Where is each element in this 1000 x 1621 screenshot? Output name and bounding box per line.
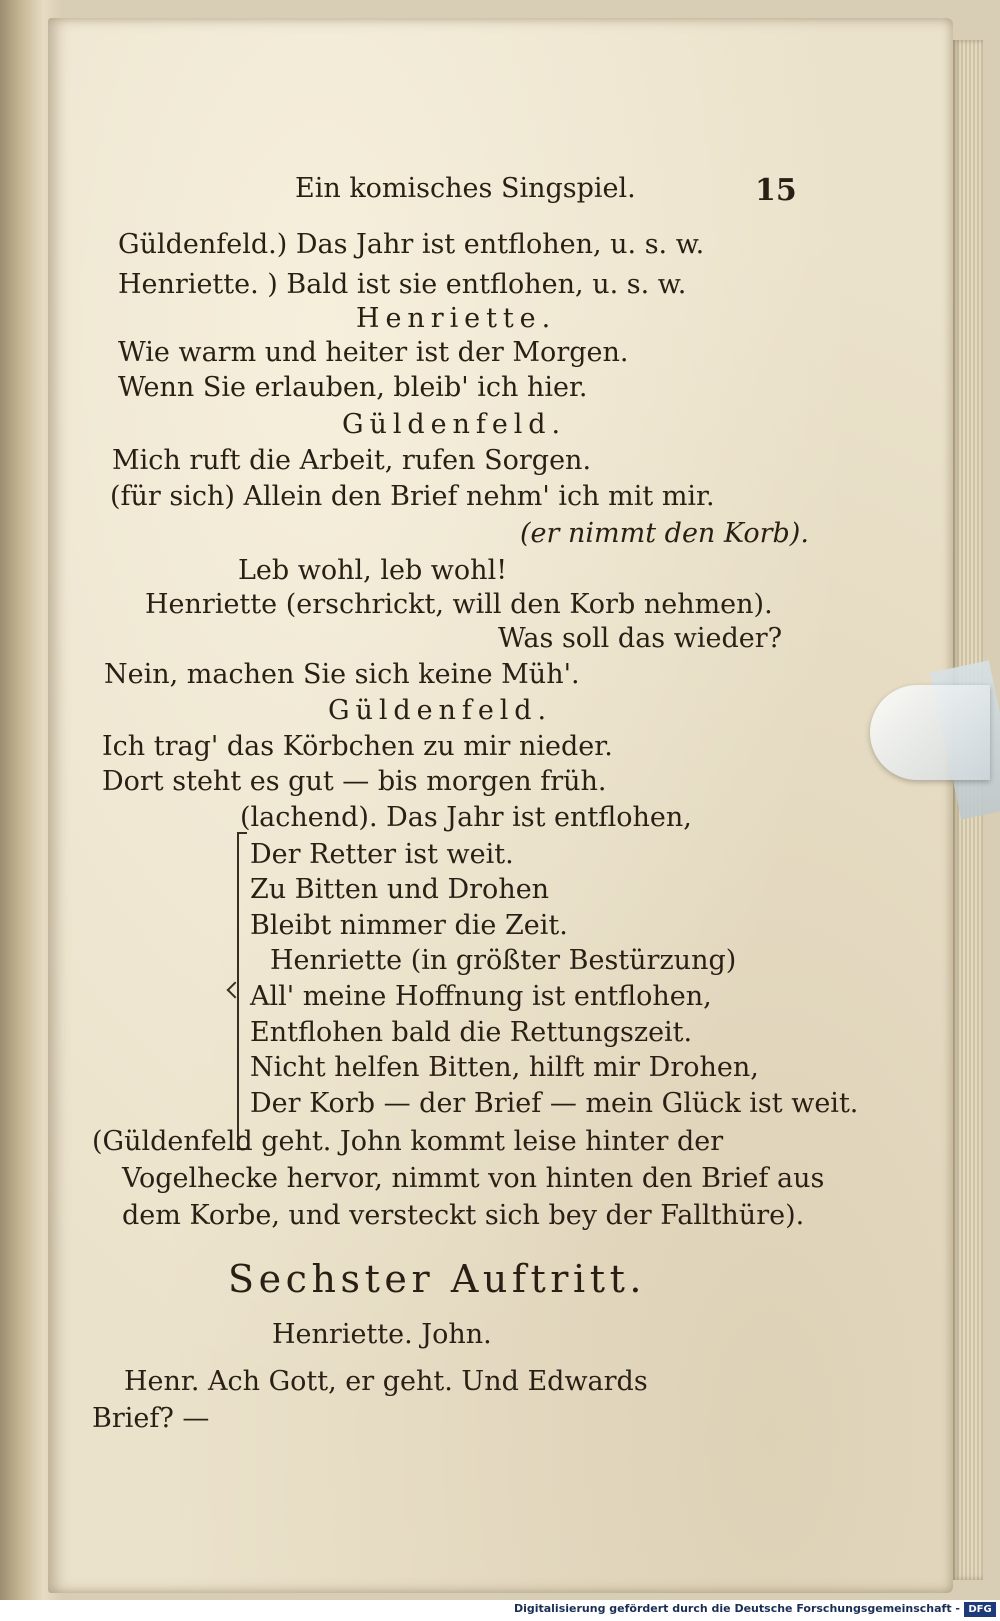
scene-heading: Sechster Auftritt. xyxy=(228,1257,647,1301)
verse-line: Der Retter ist weit. xyxy=(250,839,514,870)
text-line: Was soll das wieder? xyxy=(498,623,783,654)
stage-direction: (Güldenfeld geht. John kommt leise hinter der xyxy=(92,1126,724,1157)
text-line: (für sich) Allein den Brief nehm' ich mit mir. xyxy=(110,481,715,512)
verse-line: Zu Bitten und Drohen xyxy=(250,874,550,905)
dfg-logo: DFG xyxy=(964,1602,996,1617)
scene-characters: Henriette. John. xyxy=(272,1319,492,1350)
page-number: 15 xyxy=(755,173,797,208)
text-line: Wie warm und heiter ist der Morgen. xyxy=(118,337,629,368)
text-line: Wenn Sie erlauben, bleib' ich hier. xyxy=(118,372,588,403)
stage-direction: (er nimmt den Korb). xyxy=(520,518,809,549)
text-line: Brief? — xyxy=(92,1403,210,1434)
verse-line: Bleibt nimmer die Zeit. xyxy=(250,910,568,941)
verse-line: (lachend). Das Jahr ist entflohen, xyxy=(240,802,692,833)
running-title: Ein komisches Singspiel. xyxy=(295,173,636,204)
funding-note: Digitalisierung gefördert durch die Deutsche Forschungsgemeinschaft - xyxy=(513,1602,960,1615)
speaker-name: Henriette. xyxy=(356,303,557,334)
text-line: Henriette. ) Bald ist sie entflohen, u. s. w. xyxy=(118,269,687,300)
stage-direction: dem Korbe, und versteckt sich bey der Fallthüre). xyxy=(122,1200,805,1231)
text-line: Henr. Ach Gott, er geht. Und Edwards xyxy=(124,1366,648,1397)
speaker-name: Güldenfeld. xyxy=(342,409,567,440)
text-line: Leb wohl, leb wohl! xyxy=(238,555,508,586)
verse-line: Der Korb — der Brief — mein Glück ist weit. xyxy=(250,1088,859,1119)
stage-direction: Vogelhecke hervor, nimmt von hinten den Brief aus xyxy=(122,1163,825,1194)
text-line: Güldenfeld.) Das Jahr ist entflohen, u. s. w. xyxy=(118,229,705,260)
text-line: Dort steht es gut — bis morgen früh. xyxy=(102,766,607,797)
verse-line: Nicht helfen Bitten, hilft mir Drohen, xyxy=(250,1052,759,1083)
verse-line: Entflohen bald die Rettungszeit. xyxy=(250,1017,693,1048)
verse-line: Henriette (in größter Bestürzung) xyxy=(270,945,737,976)
text-line: Nein, machen Sie sich keine Müh'. xyxy=(104,659,580,690)
text-line: Ich trag' das Körbchen zu mir nieder. xyxy=(102,731,613,762)
verse-line: All' meine Hoffnung ist entflohen, xyxy=(250,981,712,1012)
speaker-name: Güldenfeld. xyxy=(328,695,553,726)
glass-marker-tip xyxy=(870,685,990,780)
text-line: Mich ruft die Arbeit, rufen Sorgen. xyxy=(112,445,592,476)
text-line: Henriette (erschrickt, will den Korb nehmen). xyxy=(145,589,773,620)
